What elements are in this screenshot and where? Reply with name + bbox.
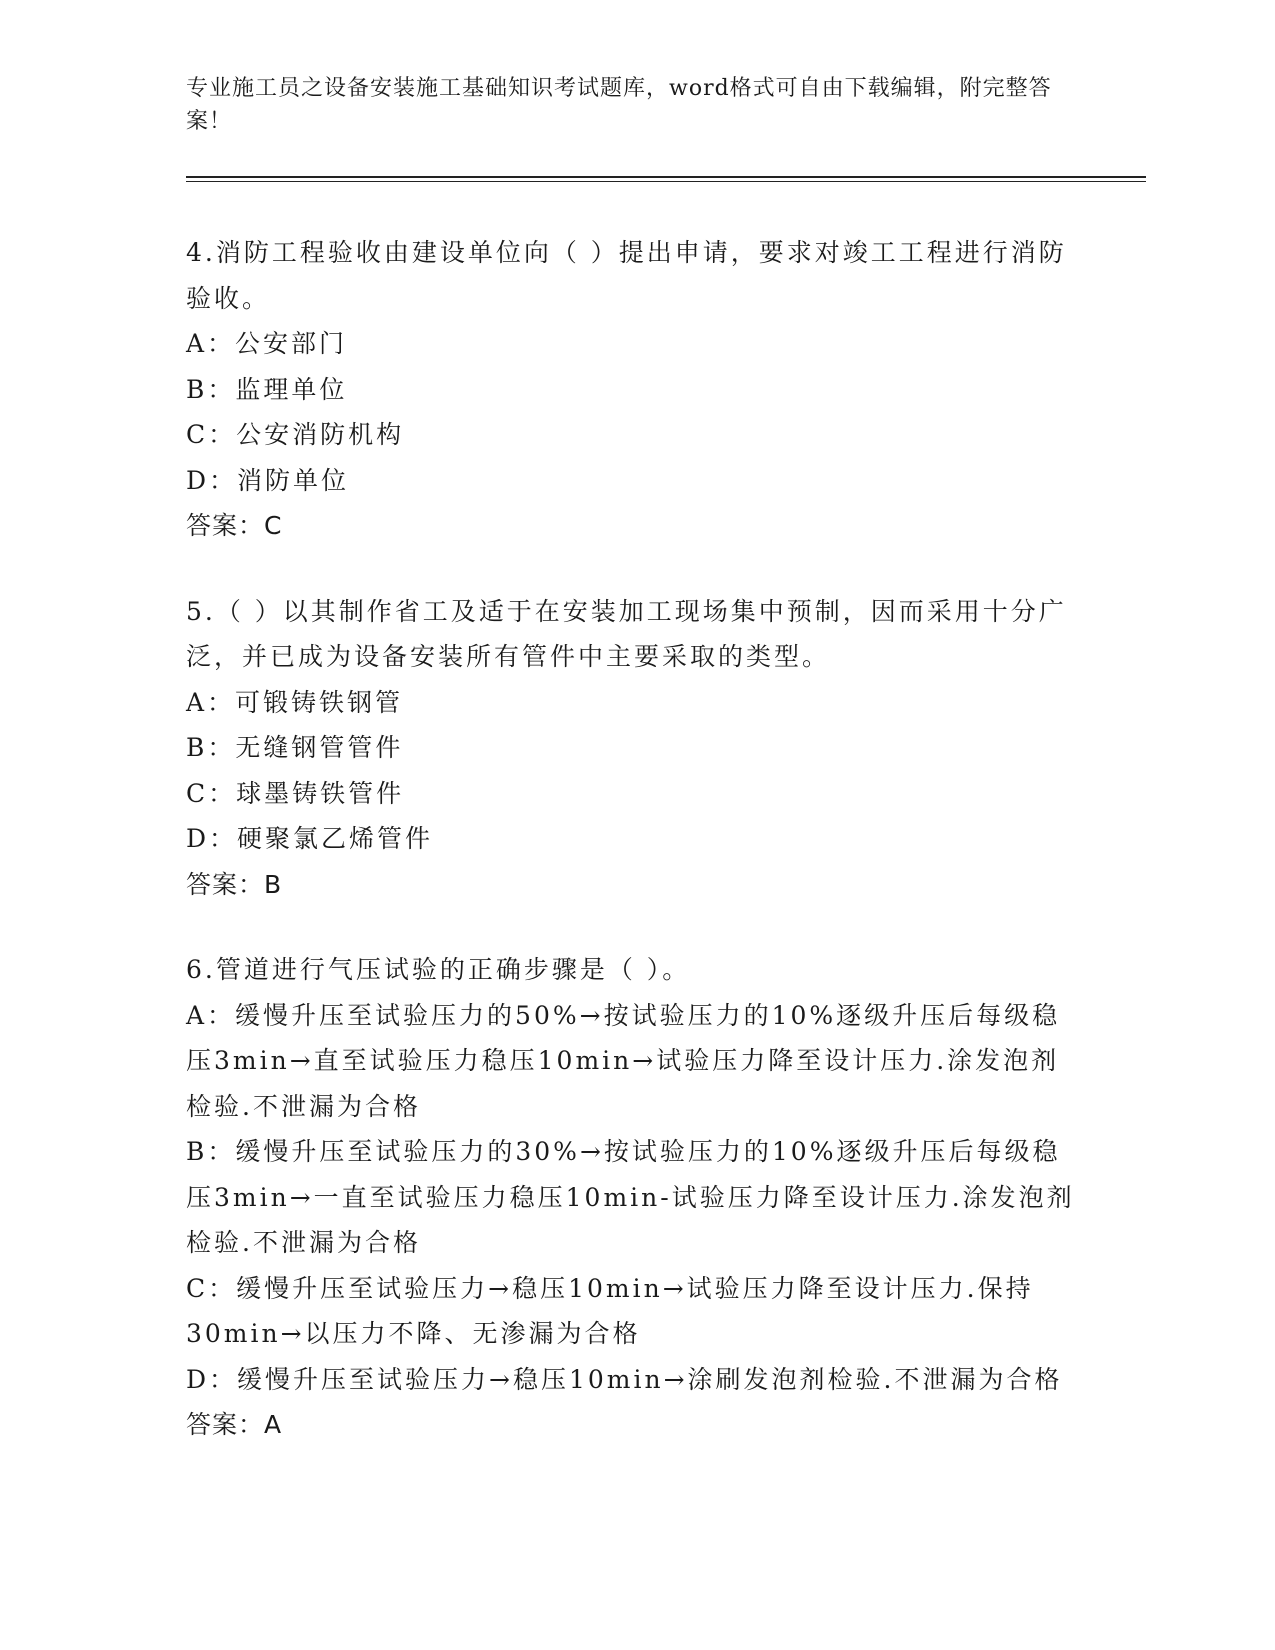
question-stem: 4.消防工程验收由建设单位向（ ）提出申请，要求对竣工工程进行消防验收。 xyxy=(186,238,1067,313)
option-b: B：缓慢升压至试验压力的30%→按试验压力的10%逐级升压后每级稳压3min→一直至试验压力稳压10min-试验压力降至设计压力.涂发泡剂检验.不泄漏为合格 xyxy=(186,1137,1075,1257)
question-stem: 5.（ ）以其制作省工及适于在安装加工现场集中预制，因而采用十分广泛，并已成为设备安装所有管件中主要采取的类型。 xyxy=(186,596,1067,671)
option-c: C：球墨铸铁管件 xyxy=(186,778,405,808)
header-divider-thin xyxy=(186,181,1146,182)
option-a: A：可锻铸铁钢管 xyxy=(186,687,404,717)
question-4 xyxy=(186,230,1086,549)
question-stem: 6.管道进行气压试验的正确步骤是（ ）。 xyxy=(186,955,691,984)
question-5 xyxy=(186,589,1086,908)
document-title: 专业施工员之设备安装施工基础知识考试题库，word格式可自由下载编辑，附完整答案！ xyxy=(186,76,1052,134)
question-list xyxy=(186,230,1086,1488)
option-d: D：消防单位 xyxy=(186,465,350,495)
option-a: A：公安部门 xyxy=(186,329,348,358)
option-b: B：无缝钢管管件 xyxy=(186,733,404,762)
option-c: C：公安消防机构 xyxy=(186,420,405,449)
question-6 xyxy=(186,947,1086,1448)
option-a: A：缓慢升压至试验压力的50%→按试验压力的10%逐级升压后每级稳压3min→直至试验压力稳压10min→试验压力降至设计压力.涂发泡剂检验.不泄漏为合格 xyxy=(186,1000,1061,1121)
option-c: C：缓慢升压至试验压力→稳压10min→试验压力降至设计压力.保持30min→以压力不降、无渗漏为合格 xyxy=(186,1273,1034,1348)
header-divider-thick xyxy=(186,176,1146,178)
option-d: D：硬聚氯乙烯管件 xyxy=(186,824,434,853)
answer: 答案：B xyxy=(186,869,283,899)
option-b: B：监理单位 xyxy=(186,374,348,404)
answer: 答案：C xyxy=(186,511,283,540)
answer: 答案：A xyxy=(186,1410,283,1439)
option-d: D：缓慢升压至试验压力→稳压10min→涂刷发泡剂检验.不泄漏为合格 xyxy=(186,1364,1063,1394)
document-header xyxy=(186,72,1066,138)
